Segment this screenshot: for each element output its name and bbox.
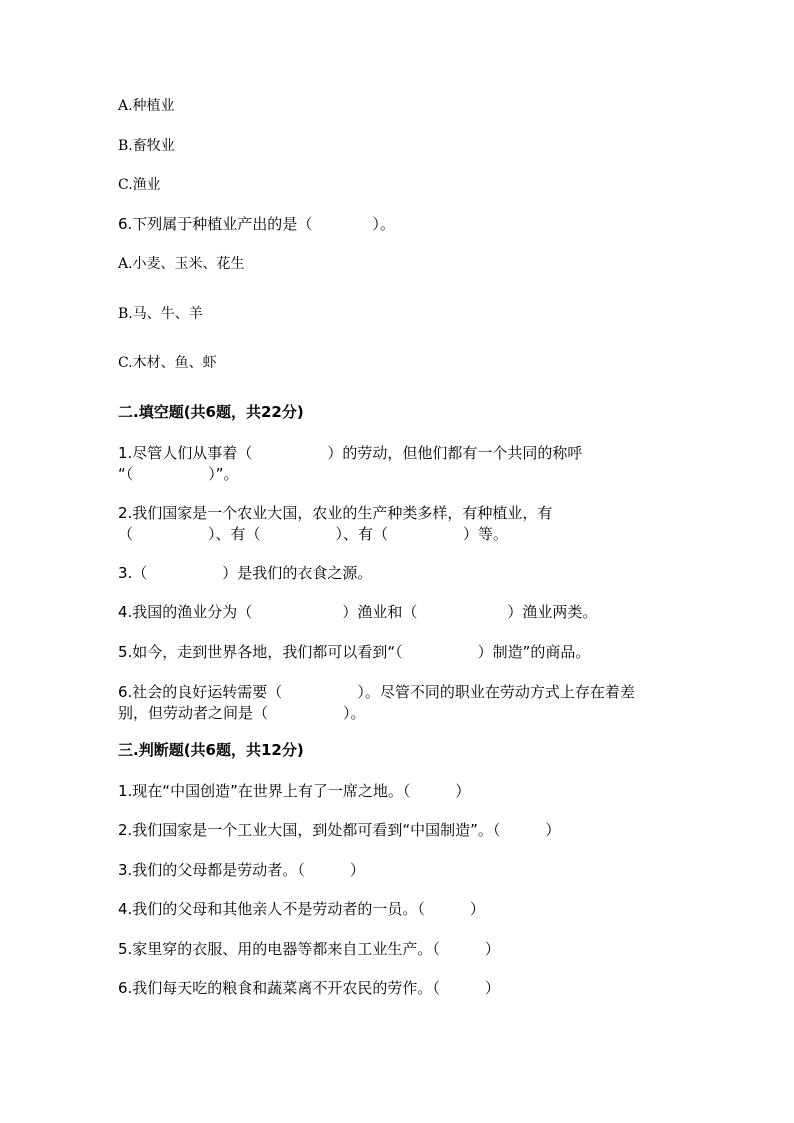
option-c-fishery: C.渔业 xyxy=(118,177,161,193)
judge-q4: 4.我们的父母和其他亲人不是劳动者的一员。（ ） xyxy=(118,900,485,918)
judge-q5: 5.家里穿的衣服、用的电器等都来自工业生产。（ ） xyxy=(118,940,500,958)
question-6-option-b: B.马、牛、羊 xyxy=(118,306,203,322)
fill-q4: 4.我国的渔业分为（ ）渔业和（ ）渔业两类。 xyxy=(118,603,598,621)
judge-q1: 1.现在“中国创造”在世界上有了一席之地。（ ） xyxy=(118,782,471,800)
fill-q6-line1: 6.社会的良好运转需要（ ）。尽管不同的职业在劳动方式上存在着差 xyxy=(118,683,635,701)
question-6-option-c: C.木材、鱼、虾 xyxy=(118,355,217,371)
fill-q1-line2: “（ ）”。 xyxy=(118,465,239,483)
judge-q2: 2.我们国家是一个工业大国，到处都可看到“中国制造”。（ ） xyxy=(118,821,561,839)
option-b-husbandry: B.畜牧业 xyxy=(118,138,175,154)
option-a-planting: A.种植业 xyxy=(118,98,175,114)
fill-section-heading: 二.填空题(共6题，共22分) xyxy=(118,403,304,421)
fill-q5: 5.如今，走到世界各地，我们都可以看到“（ ）制造”的商品。 xyxy=(118,643,591,661)
fill-q2-line1: 2.我们国家是一个农业大国，农业的生产种类多样，有种植业，有 xyxy=(118,504,553,522)
fill-q1-line1: 1.尽管人们从事着（ ）的劳动，但他们都有一个共同的称呼 xyxy=(118,444,583,462)
fill-q6-line2: 别，但劳动者之间是（ ）。 xyxy=(118,704,366,722)
judge-q3: 3.我们的父母都是劳动者。（ ） xyxy=(118,861,365,879)
judge-section-heading: 三.判断题(共6题，共12分) xyxy=(118,741,304,759)
judge-q6: 6.我们每天吃的粮食和蔬菜离不开农民的劳作。（ ） xyxy=(118,979,500,997)
question-6-option-a: A.小麦、玉米、花生 xyxy=(118,256,245,272)
fill-q2-line2: （ ）、有（ ）、有（ ）等。 xyxy=(118,525,509,543)
fill-q3: 3.（ ）是我们的衣食之源。 xyxy=(118,564,373,582)
question-6-stem: 6.下列属于种植业产出的是（ ）。 xyxy=(118,215,395,233)
